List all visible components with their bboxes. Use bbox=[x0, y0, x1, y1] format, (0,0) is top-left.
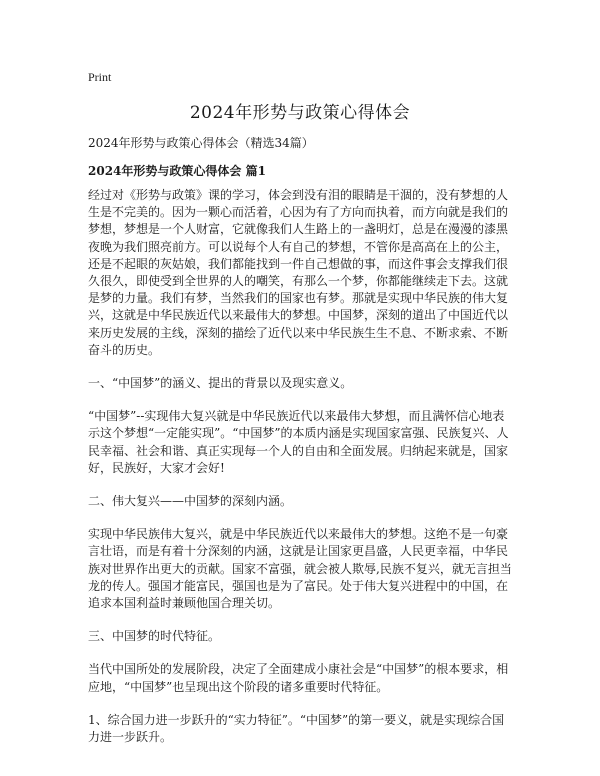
article-body bbox=[88, 187, 513, 762]
page-title: 2024年形势与政策心得体会 bbox=[189, 103, 411, 123]
paragraph-revival: 实现中华民族伟大复兴，就是中华民族近代以来最伟大的梦想。这绝不是一句豪言壮语，而是有着十分深刻的内涵，这就是让国家更昌盛，人民更幸福，中华民族对世界作出更大的贡献。国家不富强，就会被人欺辱,民族不复兴，就无言担当龙的传人。强国才能富民，强国也是为了富民。处于伟大复兴进程中的中国，在追求本国利益时兼顾他国合理关切。 bbox=[88, 527, 512, 611]
paragraph-chinese-dream: “中国梦”--实现伟大复兴就是中华民族近代以来最伟大梦想，而且满怀信心地表示这个梦想“一定能实现”。“中国梦”的本质内涵是实现国家富强、民族复兴、人民幸福、社会和谐、真正实现每一个人的自由和全面发展。归纳起来就是，国家好，民族好，大家才会好! bbox=[88, 409, 509, 475]
section-heading-2: 二、伟大复兴——中国梦的深刻内涵。 bbox=[88, 494, 293, 509]
print-link[interactable]: Print bbox=[88, 70, 112, 84]
paragraph-era: 当代中国所处的发展阶段，决定了全面建成小康社会是“中国梦”的根本要求，相应地，“中国梦”也呈现出这个阶段的诸多重要时代特征。 bbox=[88, 662, 509, 694]
section-heading-1: 一、“中国梦”的涵义、提出的背景以及现实意义。 bbox=[88, 376, 353, 391]
paragraph-strength: 1、综合国力进一步跃升的“实力特征”。“中国梦”的第一要义，就是实现综合国力进一步跃升。 bbox=[88, 712, 505, 745]
document-subtitle: 2024年形势与政策心得体会（精选34篇） bbox=[88, 136, 314, 150]
section-heading-3: 三、中国梦的时代特征。 bbox=[88, 629, 221, 644]
article-title: 2024年形势与政策心得体会 篇1 bbox=[88, 164, 266, 178]
paragraph-intro: 经过对《形势与政策》课的学习，体会到没有泪的眼睛是干涸的，没有梦想的人生是不完美的。因为一颗心而活着，心因为有了方向而执着，而方向就是我们的梦想，梦想是一个人财富，它就像我们人生路上的一盏明灯，总是在漫漫的漆黑夜晚为我们照亮前方。可以说每个人有自己的梦想，不管你是高高在上的公主，还是不起眼的灰姑娘，我们都能找到一件自己想做的事，而这件事会支撑我们很久很久，即使受到全世界的人的嘲笑，有那么一个梦，你都能继续走下去。这就是梦的力量。我们有梦，当然我们的国家也有梦。那就是实现中华民族的伟大复兴，这就是中华民族近代以来最伟大的梦想。中国梦，深刻的道出了中国近代以来历史发展的主线，深刻的描绘了近代以来中华民族生生不息、不断求索、不断奋斗的历史。 bbox=[88, 188, 509, 357]
